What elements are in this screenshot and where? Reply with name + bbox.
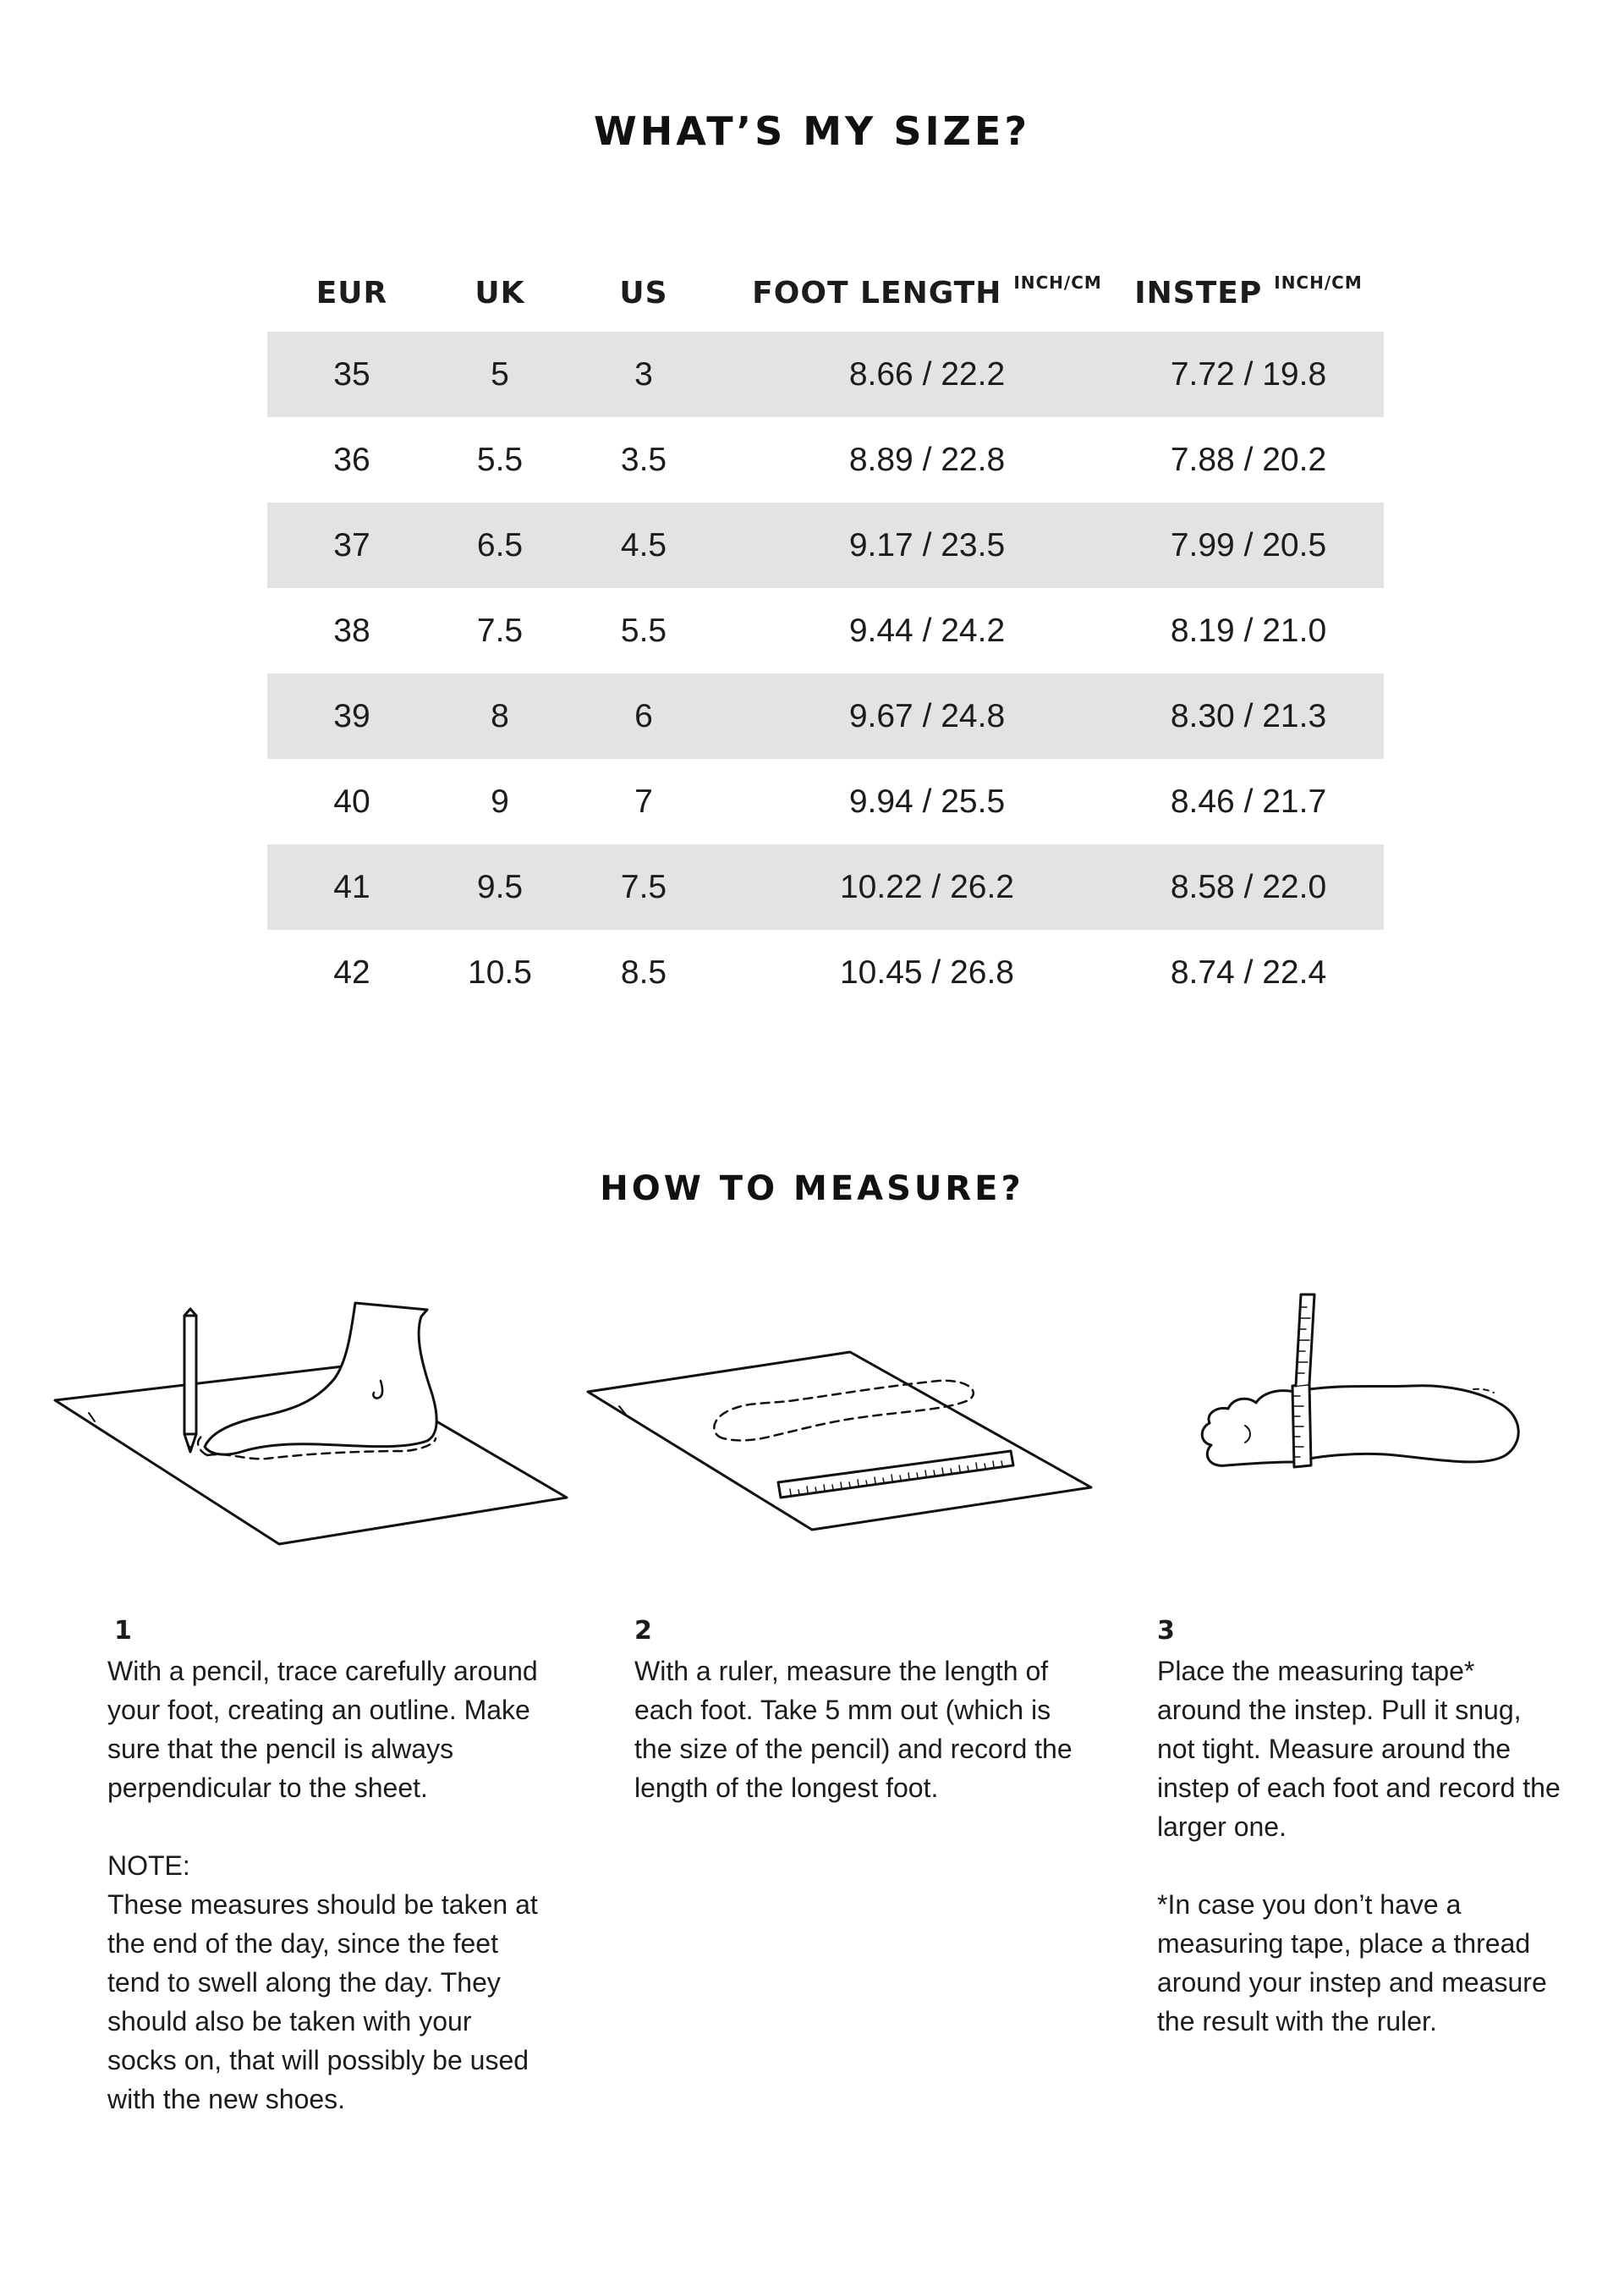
cell-instep: 8.58 / 22.0: [1170, 868, 1327, 905]
cell-foot-length: 8.66 / 22.2: [848, 355, 1006, 393]
cell-us: 3: [634, 355, 653, 393]
ruler-measure-icon: [584, 1286, 1108, 1574]
step-3: [1157, 1614, 1563, 2041]
cell-us: 7: [634, 783, 653, 820]
cell-foot-length: 10.22 / 26.2: [839, 868, 1014, 905]
cell-us: 6: [634, 697, 653, 734]
cell-uk: 6.5: [476, 526, 524, 563]
header-instep-unit: INCH/CM: [1274, 272, 1363, 293]
header-instep-label: INSTEP: [1134, 275, 1263, 311]
cell-instep: 8.46 / 21.7: [1170, 783, 1327, 820]
cell-eur: 40: [333, 783, 370, 820]
cell-uk: 9.5: [476, 868, 524, 905]
how-to-measure-title: HOW TO MEASURE?: [600, 1169, 1024, 1208]
cell-uk: 5.5: [476, 441, 524, 478]
step-3-text: Place the measuring tape* around the instep. Pull it snug, not tight. Measure around the instep of each foot and record the larger one.: [1157, 1656, 1561, 1842]
cell-instep: 7.88 / 20.2: [1170, 441, 1327, 478]
cell-us: 7.5: [620, 868, 667, 905]
header-us: US: [619, 275, 668, 311]
table-header: [267, 254, 1384, 332]
step-1-text: With a pencil, trace carefully around your foot, creating an outline. Make sure that the pencil is always perpendicular to the sheet.: [107, 1656, 538, 1803]
cell-foot-length: 9.44 / 24.2: [848, 612, 1006, 649]
cell-eur: 38: [333, 612, 370, 649]
table-row: [267, 759, 1384, 844]
table-row: [267, 844, 1384, 930]
header-instep: [1122, 254, 1375, 332]
cell-instep: 8.30 / 21.3: [1170, 697, 1327, 734]
cell-foot-length: 9.67 / 24.8: [848, 697, 1006, 734]
cell-uk: 7.5: [476, 612, 524, 649]
header-foot-length-unit: INCH/CM: [1013, 272, 1102, 293]
cell-us: 3.5: [620, 441, 667, 478]
cell-instep: 7.99 / 20.5: [1170, 526, 1327, 563]
step-1-note: These measures should be taken at the end of the day, since the feet tend to swell along the day. They should also be taken with your socks on, that will possibly be used with the new shoes.: [107, 1889, 538, 2114]
step-2: [634, 1614, 1074, 1807]
cell-instep: 8.74 / 22.4: [1170, 954, 1327, 991]
header-foot-length: [724, 254, 1130, 332]
header-eur: EUR: [315, 275, 388, 311]
header-uk: UK: [475, 275, 525, 311]
table-row: [267, 930, 1384, 1015]
table-row: [267, 588, 1384, 673]
table-row: [267, 673, 1384, 759]
cell-foot-length: 10.45 / 26.8: [839, 954, 1014, 991]
cell-us: 4.5: [620, 526, 667, 563]
step-3-footnote: *In case you don’t have a measuring tape, place a thread around your instep and measure the result with the ruler.: [1157, 1889, 1547, 2036]
instep-tape-icon: [1167, 1286, 1556, 1574]
step-3-number: 3: [1157, 1616, 1175, 1646]
size-table: [267, 254, 1384, 1015]
step-1-note-label: NOTE:: [107, 1850, 190, 1881]
cell-foot-length: 8.89 / 22.8: [848, 441, 1006, 478]
cell-eur: 37: [333, 526, 370, 563]
table-row: [267, 503, 1384, 588]
cell-instep: 7.72 / 19.8: [1170, 355, 1327, 393]
step-1: [107, 1614, 547, 2119]
step-2-number: 2: [634, 1616, 652, 1646]
header-foot-length-label: FOOT LENGTH: [752, 275, 1002, 311]
cell-foot-length: 9.94 / 25.5: [848, 783, 1006, 820]
table-row: [267, 417, 1384, 503]
cell-uk: 10.5: [468, 954, 532, 991]
step-2-text: With a ruler, measure the length of each foot. Take 5 mm out (which is the size of the pencil) and record the length of the longest foot.: [634, 1656, 1073, 1803]
cell-uk: 9: [491, 783, 509, 820]
foot-tracing-icon: [51, 1286, 575, 1574]
cell-eur: 35: [333, 355, 370, 393]
cell-eur: 39: [333, 697, 370, 734]
cell-eur: 36: [333, 441, 370, 478]
cell-eur: 41: [333, 868, 370, 905]
size-chart-title: WHAT’S MY SIZE?: [593, 108, 1031, 154]
table-row: [267, 332, 1384, 417]
cell-foot-length: 9.17 / 23.5: [848, 526, 1006, 563]
step-1-number: 1: [114, 1616, 132, 1646]
cell-us: 8.5: [620, 954, 667, 991]
cell-uk: 8: [491, 697, 509, 734]
cell-us: 5.5: [620, 612, 667, 649]
cell-eur: 42: [333, 954, 370, 991]
cell-instep: 8.19 / 21.0: [1170, 612, 1327, 649]
cell-uk: 5: [491, 355, 509, 393]
